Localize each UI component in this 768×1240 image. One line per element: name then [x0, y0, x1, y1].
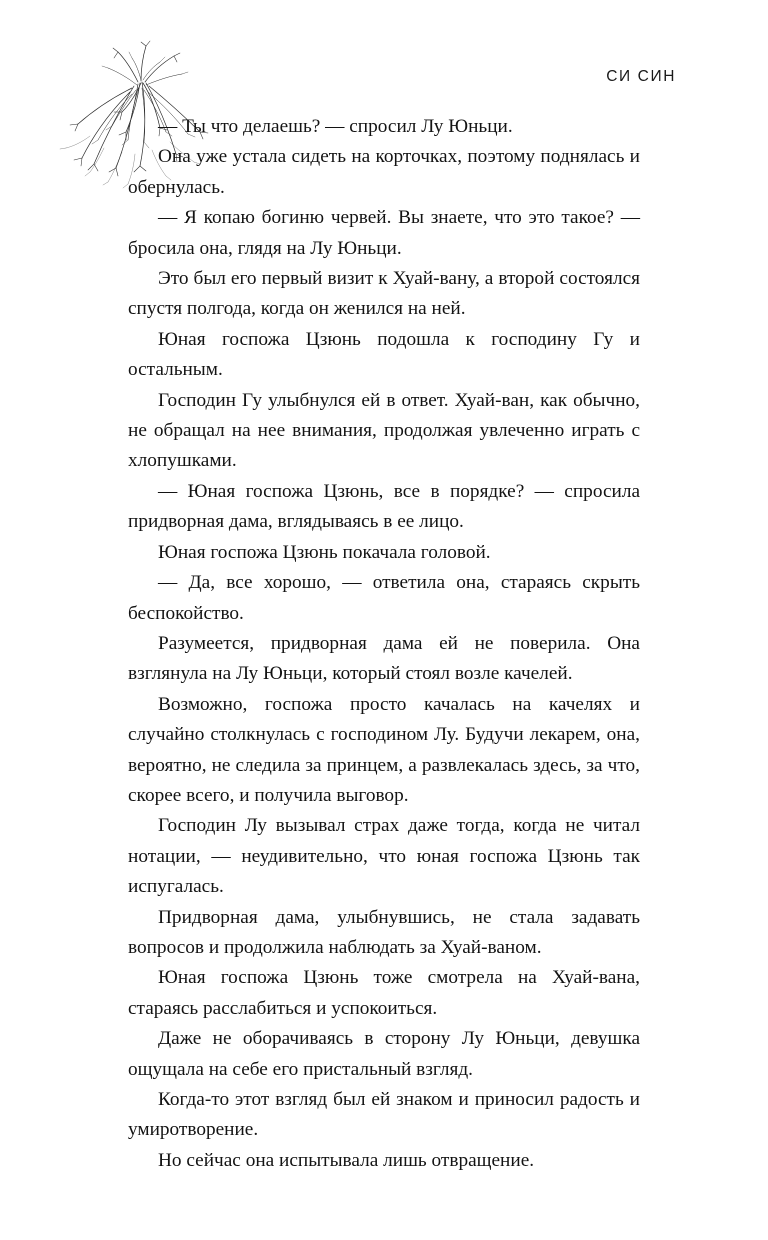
paragraph: — Юная госпожа Цзюнь, все в порядке? — спросила придворная дама, вглядываясь в ее лицо. [128, 480, 640, 533]
paragraph: Это был его первый визит к Хуай-вану, а второй состоялся спустя полгода, когда он женился на ней. [128, 268, 640, 320]
body-text [128, 112, 640, 1176]
paragraph: Юная госпожа Цзюнь тоже смотрела на Хуай-вана, стараясь расслабиться и успокоиться. [128, 967, 640, 1019]
paragraph: Она уже устала сидеть на корточках, поэтому поднялась и обернулась. [128, 146, 640, 198]
paragraph: Юная госпожа Цзюнь покачала головой. [158, 541, 491, 563]
running-head: СИ СИН [606, 68, 676, 85]
paragraph: Даже не оборачиваясь в сторону Лу Юньци, девушка ощущала на себе его пристальный взгляд. [128, 1028, 640, 1080]
paragraph: — Ты что делаешь? — спросил Лу Юньци. [158, 116, 513, 137]
paragraph: Господин Гу улыбнулся ей в ответ. Хуай-ван, как обычно, не обращал на нее внимания, продолжая увлеченно играть с хлопушками. [128, 389, 640, 472]
paragraph: Возможно, госпожа просто качалась на качелях и случайно столкнулась с господином Лу. Будучи лекарем, она, вероятно, не следила за принцем, а развлекалась здесь, за что, скорее всего, и получила выговор. [128, 693, 640, 806]
paragraph: Разумеется, придворная дама ей не поверила. Она взглянула на Лу Юньци, который стоял возле качелей. [128, 632, 640, 685]
paragraph: Когда-то этот взгляд был ей знаком и приносил радость и умиротворение. [128, 1089, 640, 1141]
paragraph: — Я копаю богиню червей. Вы знаете, что это такое? — бросила она, глядя на Лу Юньци. [128, 207, 640, 259]
paragraph: Придворная дама, улыбнувшись, не стала задавать вопросов и продолжила наблюдать за Хуай-ваном. [128, 906, 640, 958]
paragraph: — Да, все хорошо, — ответила она, стараясь скрыть беспокойство. [128, 572, 640, 624]
paragraph: Господин Лу вызывал страх даже тогда, когда не читал нотации, — неудивительно, что юная госпожа Цзюнь так испугалась. [128, 815, 640, 898]
paragraph: Юная госпожа Цзюнь подошла к господину Гу и остальным. [128, 328, 640, 381]
paragraph: Но сейчас она испытывала лишь отвращение. [158, 1149, 535, 1171]
